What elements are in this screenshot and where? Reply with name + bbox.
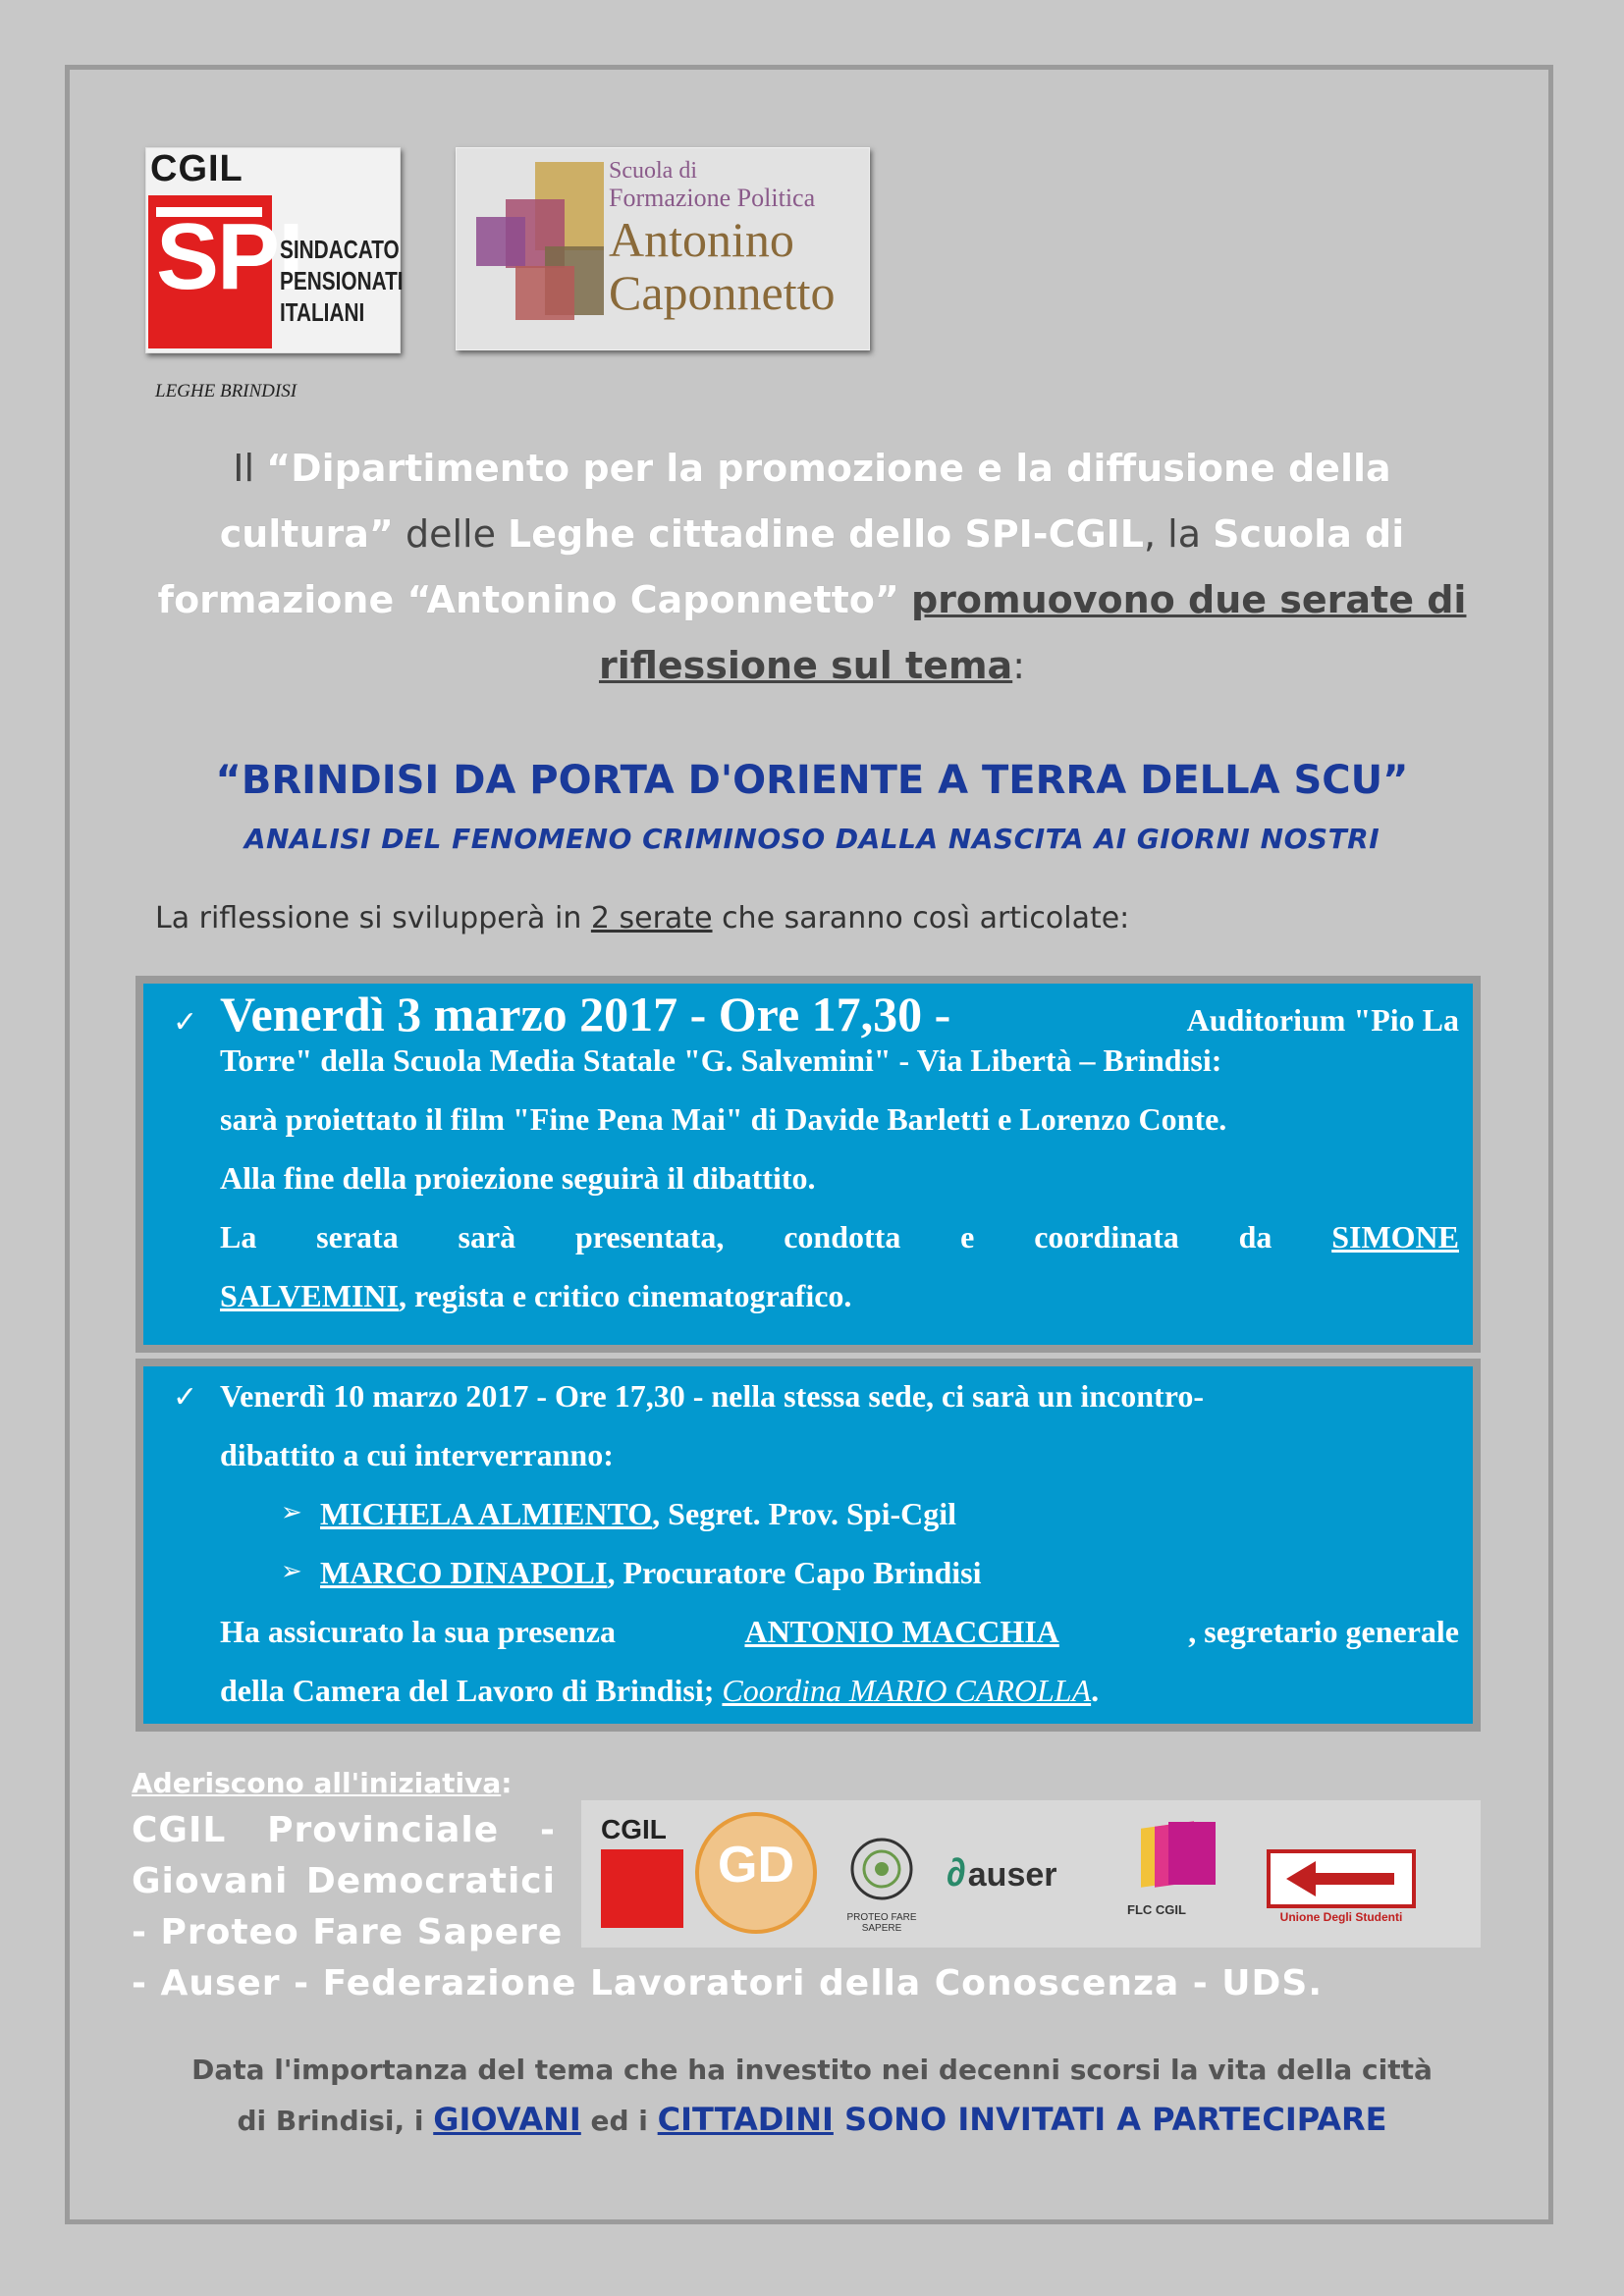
scuola-logo-name: Antonino [609, 212, 794, 267]
speaker-1: MICHELA ALMIENTO, Segret. Prov. Spi-Cgil [320, 1496, 957, 1531]
adherents-line: - Proteo Fare Sapere [132, 1912, 564, 1952]
spi-logo-line: PENSIONATI [280, 266, 404, 295]
presenter-name: SIMONE [1331, 1219, 1459, 1255]
adherents-line: CGIL Provinciale - [132, 1810, 556, 1850]
spi-logo-line: SINDACATO [280, 235, 400, 264]
lead-text: La riflessione si svilupperà in 2 serate che saranno così articolate: [155, 901, 1130, 935]
spi-cgil-logo [145, 147, 404, 353]
event-title: “BRINDISI DA PORTA D'ORIENTE A TERRA DELLA SCU” [215, 758, 1409, 803]
uds-arrow-icon [1267, 1849, 1416, 1908]
leghe-brindisi-caption: LEGHE BRINDISI [155, 381, 298, 401]
adherents-line: Giovani Democratici [132, 1861, 556, 1901]
intro-paragraph: Il “Dipartimento per la promozione e la diffusione della cultura” delle Leghe cittadine dello SPI-CGIL, la Scuola di formazione “Antonino Caponnetto” promuovono due serate di riflessione sul tema: [157, 447, 1467, 687]
giovani-democratici-logo: GD [695, 1812, 817, 1934]
adherents-line: - Auser - Federazione Lavoratori della Conoscenza - UDS. [132, 1963, 1323, 2003]
event-2-box: ✓ Venerdì 10 marzo 2017 - Ore 17,30 - nella stessa sede, ci sarà un incontro- dibattito a cui interverranno: ➢ MICHELA ALMIENTO, Segret. Prov. Spi-Cgil ➢ MARCO DINAPOLI, Procuratore Capo Brindisi Ha assicurato la sua presenza ANTONIO MACCHIA , segretario generale della Camera del Lavoro di Brindisi; Coordina MARIO CAROLLA. [135, 1359, 1481, 1732]
closing-line-2: di Brindisi, i GIOVANI ed i CITTADINI SONO INVITATI A PARTECIPARE [237, 2101, 1387, 2138]
uds-logo: Unione Degli Studenti [1267, 1849, 1416, 1938]
scuola-logo-name: Caponnetto [609, 265, 836, 320]
coordinator: Coordina MARIO CAROLLA [722, 1673, 1092, 1708]
scuola-logo-line: Scuola di [609, 158, 697, 184]
adherents-label: Aderiscono all'iniziativa: [132, 1767, 513, 1799]
event-subtitle: ANALISI DEL FENOMENO CRIMINOSO DALLA NASCITA AI GIORNI NOSTRI [244, 823, 1380, 855]
presenter-surname: SALVEMINI [220, 1278, 399, 1313]
event-1-date: Venerdì 3 marzo 2017 - Ore 17,30 - [220, 987, 951, 1041]
cittadini-highlight: CITTADINI [657, 2101, 834, 2138]
closing-line-1: Data l'importanza del tema che ha investito nei decenni scorsi la vita della città [191, 2054, 1433, 2086]
event-1-box: ✓ Venerdì 3 marzo 2017 - Ore 17,30 - Auditorium "Pio La Torre" della Scuola Media Statale "G. Salvemini" - Via Libertà – Brindisi: sarà proiettato il film "Fine Pena Mai" di Davide Barletti e Lorenzo Conte. Alla fine della proiezione seguirà il dibattito. La serata sarà presentata, condotta e coordinata da SIMONE SALVEMINI, regista e critico cinematografico. [135, 976, 1481, 1353]
spi-logo-mark: SPI [156, 204, 302, 309]
event-2-date: Venerdì 10 marzo 2017 - Ore 17,30 - nella stessa sede, ci sarà un incontro- [220, 1378, 1204, 1414]
scuola-logo-line: Formazione Politica [609, 184, 816, 212]
scuola-caponnetto-logo [456, 147, 870, 350]
flc-cgil-logo: FLC CGIL [1127, 1820, 1245, 1938]
giovani-highlight: GIOVANI [433, 2101, 581, 2138]
auser-logo: ∂auser [947, 1851, 1057, 1895]
check-icon: ✓ [173, 1005, 198, 1040]
check-icon: ✓ [173, 1380, 198, 1415]
proteo-fare-sapere-logo: PROTEO FARE SAPERE [833, 1818, 931, 1934]
partner-logos [581, 1800, 1481, 1948]
speaker-2: MARCO DINAPOLI, Procuratore Capo Brindisi [320, 1555, 982, 1590]
guest-name: ANTONIO MACCHIA [744, 1614, 1059, 1649]
cgil-logo: CGIL [601, 1814, 691, 1932]
cgil-logo-text: CGIL [150, 148, 244, 189]
spi-logo-line: ITALIANI [280, 297, 365, 327]
arrow-bullet-icon: ➢ [281, 1498, 302, 1527]
arrow-bullet-icon: ➢ [281, 1557, 302, 1586]
